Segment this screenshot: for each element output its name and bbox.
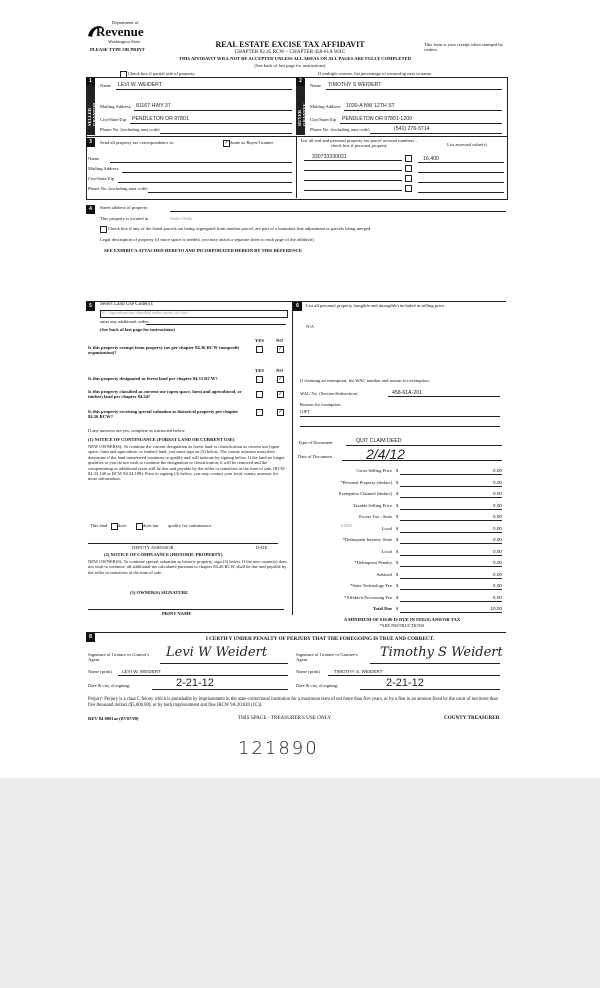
tax-row-label: Local: [381, 548, 392, 554]
exempt-yes-checkbox[interactable]: [256, 346, 263, 353]
historic-no-checkbox[interactable]: ✓: [278, 410, 283, 415]
grantee-sig-label: Signature of Grantee or Grantee's Agent: [296, 652, 358, 663]
scan-background: [0, 778, 600, 988]
tax-row-currency: $: [396, 468, 399, 473]
parcel-number-1[interactable]: 330733330031: [312, 154, 347, 160]
logo-main: Revenue: [96, 24, 144, 39]
tax-row-currency: $: [396, 525, 399, 531]
seller-city-value[interactable]: PENDLETON OR 97801: [132, 116, 189, 122]
tax-row-label: Taxable Selling Price: [352, 502, 392, 508]
located-in-label: This property is located in: [100, 216, 149, 221]
assessed-header: List assessed value(s): [447, 142, 487, 147]
tax-row-line: [400, 589, 502, 590]
wac-label: WAC No. (Section/Subsection): [300, 391, 358, 396]
correspondence-label: Send all property tax correspondence to:: [100, 140, 175, 145]
exempt-question: Is this property exempt from property tax per chapter 84.36 RCW (nonprofit organization)?: [88, 345, 239, 356]
tax-row-label: *Delinquent Penalty: [354, 560, 392, 565]
land-use-code-value: 91 - Agriculture (not classified under current use law): [102, 310, 188, 315]
print-name-label: PRINT NAME: [162, 611, 192, 616]
multiple-owners-label: If multiple owners, list percentage of ownership next to name.: [318, 71, 433, 76]
buyer-city-label: City/State/Zip: [310, 117, 337, 122]
tax-row-label: Exemption Claimed (deduct): [338, 491, 392, 496]
tax-row-label: Subtotal: [376, 571, 392, 577]
tax-row-value[interactable]: 5.00: [493, 583, 502, 588]
tax-row-value[interactable]: 0.00: [493, 468, 502, 473]
doc-date-label: Date of Document: [298, 454, 332, 459]
deputy-date-label: DATE: [256, 545, 268, 550]
section-8-marker: 8: [86, 633, 95, 642]
parcel-4-personal-checkbox[interactable]: [405, 185, 412, 192]
yes-header-1: YES: [255, 338, 264, 343]
seller-mailing-label: Mailing Address: [100, 104, 131, 109]
legal-description-label: Legal description of property (if more space is needed, you may attach a separate sheet to each page of the affidavit): [100, 237, 314, 242]
tax-row-label: Gross Selling Price: [356, 468, 392, 473]
tax-row-value[interactable]: 0.00: [493, 479, 502, 485]
wac-value[interactable]: 458-61A-201: [392, 390, 422, 396]
forest-no-checkbox[interactable]: ✓: [278, 377, 283, 382]
section-2-marker: 2: [296, 77, 305, 86]
see-back: (See back of last page for instructions): [254, 63, 326, 68]
section-1-marker: 1: [86, 77, 95, 86]
doc-type-value[interactable]: QUIT CLAIM DEED: [356, 438, 402, 444]
notice-compliance-title: (2) NOTICE OF COMPLIANCE (HISTORIC PROPERTY): [104, 552, 223, 557]
see-instructions: *SEE INSTRUCTIONS: [379, 623, 425, 628]
segregated-label: Check box if any of the listed parcels are being segregated from another parcel, are part of a boundary line adjustment or parcels being merged.: [108, 226, 372, 231]
seller-name-label: Name: [100, 83, 111, 88]
land-use-see-back: (See back of last page for instructions): [100, 327, 175, 332]
tax-row-currency: $: [396, 514, 399, 519]
treasurer-use: THIS SPACE - TREASURER'S USE ONLY: [238, 715, 332, 721]
located-in-value[interactable]: Walla Walla: [170, 216, 193, 221]
this-land-label: This land: [90, 523, 108, 528]
tax-row-label: *Delinquent Interest: State: [342, 537, 392, 542]
street-address-label: Street address of property:: [100, 205, 149, 210]
tax-row-line: [400, 509, 502, 510]
tax-row-label: Local: [381, 525, 392, 531]
buyer-phone-value[interactable]: (541) 276-3714: [394, 126, 430, 132]
tax-row-line: [400, 520, 502, 521]
same-as-buyer-checkbox[interactable]: ✓: [224, 141, 229, 146]
parcel-1-personal-checkbox[interactable]: [405, 155, 412, 162]
tax-row-value[interactable]: 0.00: [493, 491, 502, 496]
yes-header-2: YES: [255, 368, 264, 373]
certify-text: I CERTIFY UNDER PENALTY OF PERJURY THAT THE FOREGOING IS TRUE AND CORRECT.: [205, 636, 435, 642]
assessed-value-1[interactable]: 16,400: [423, 156, 439, 162]
current-use-no-checkbox[interactable]: ✓: [278, 392, 283, 397]
parcels-header: List all real and personal property tax parcel account numbers – check box if personal property: [300, 138, 418, 149]
tax-row-value[interactable]: 0.00: [493, 525, 502, 531]
section-5-marker: 5: [86, 302, 95, 311]
tax-row-label: *State Technology Fee: [350, 583, 392, 588]
current-use-question: Is this property classified as current use (open space, farm and agricultural, or timber) land per chapter 84.34?: [88, 389, 242, 400]
tax-row-value[interactable]: 0.00: [493, 537, 502, 542]
tax-row-currency: $: [396, 594, 399, 600]
tax-row-label: Excise Tax : State: [359, 514, 392, 519]
tax-row-value[interactable]: 0.00: [493, 548, 502, 554]
partial-sale-label: Check box if partial sale of property: [128, 71, 195, 76]
buyer-mailing-label: Mailing Address: [310, 104, 341, 109]
tax-row-value[interactable]: 0.00: [493, 560, 502, 565]
receipt-note: This form is your receipt when stamped by cashier.: [424, 42, 503, 53]
rev-number: REV 84 0001ae (07/07/09): [88, 716, 139, 721]
reason-label: Reason for exemption: [300, 402, 341, 407]
buyer-name-value[interactable]: TIMOTHY S WEIDERT: [328, 82, 382, 88]
tax-row-currency: $: [396, 571, 399, 577]
seller-mailing-value[interactable]: 81167 HWY 37: [136, 103, 171, 109]
excise-rate-value: 0.0025: [341, 523, 352, 528]
personal-property-label: List all personal property (tangible and intangible) included in selling price.: [306, 303, 446, 308]
tax-row-line: [400, 543, 502, 544]
perjury-notice: Perjury: Perjury is a class C felony which is punishable by imprisonment in the state correctional institution for a maximum term of not more than five years, or by a fine in an amount fixed by the court of not more than five thousand dollars ($5,000.00), or by both imprisonment and fine (RCW 9A.20.020 (1C)).: [88, 697, 498, 708]
parcel-2-personal-checkbox[interactable]: [405, 165, 412, 172]
tax-row-label: *Personal Property (deduct): [340, 479, 392, 485]
tax-row-value[interactable]: 10.00: [490, 606, 502, 611]
buyer-side-label: BUYER GRANTEE: [297, 103, 307, 126]
tax-row-value[interactable]: 5.00: [493, 594, 502, 600]
buyer-phone-label: Phone No. (including area code): [310, 127, 370, 132]
grantor-date-value[interactable]: 2-21-12: [176, 677, 214, 689]
seller-phone-label: Phone No. (including area code): [100, 127, 160, 132]
buyer-name-label: Name: [310, 83, 321, 88]
tax-row-value[interactable]: 0.00: [493, 571, 502, 577]
tax-row-line: [400, 601, 502, 602]
doc-date-value[interactable]: 2/4/12: [366, 446, 405, 462]
corr-phone-label: Phone No. (including area code): [88, 186, 148, 191]
tax-row-line: [400, 532, 502, 533]
logo-top: Department of: [112, 20, 139, 25]
if-any-yes: If any answers are yes, complete as instructed below.: [88, 428, 186, 433]
tax-row-currency: $: [396, 560, 399, 565]
notice-continuance-body: NEW OWNER(S): To continue the current designation as forest land or classification as current use (open space, farm and agriculture, or timber) land, you must sign on (3) below. The county assessor must then determine if the land transferred continues to qualify and will indicate by signing below. If the land no longer qualifies or you do not wish to continue the designation or classification, it will be removed and the compensating or additional taxes will be due and payable by the seller or transferor at the time of sale. (RCW 84.33.140 or RCW 84.34.108). Prior to signing (3) below, you may contact your local county assessor for more information.: [88, 444, 285, 482]
forest-question: Is this property designated as forest land per chapter 84.33 RCW?: [88, 376, 218, 381]
grantor-name-value[interactable]: LEVI W. WEIDERT: [122, 669, 161, 674]
does-not-checkbox[interactable]: [136, 523, 143, 530]
notice-continuance-title: (1) NOTICE OF CONTINUANCE (FOREST LAND OR CURRENT USE): [88, 437, 235, 442]
handwritten-number: 121890: [238, 738, 319, 759]
owner-signature-label: (3) OWNER(S) SIGNATURE: [130, 590, 189, 595]
tax-row-value[interactable]: 0.00: [493, 514, 502, 519]
grantee-date-label: Date & city of signing:: [296, 683, 339, 688]
land-use-label: Select Land Use Code(s):: [100, 301, 154, 307]
corr-city-label: City/State/Zip: [88, 176, 115, 181]
seller-side-label: SELLER GRANTOR: [87, 102, 97, 126]
buyer-city-value[interactable]: PENDLETON OR 97801-1200: [342, 116, 412, 122]
corr-mailing-label: Mailing Address: [88, 166, 119, 171]
section-3-marker: 3: [86, 138, 95, 147]
additional-codes-label: enter any additional codes:: [100, 319, 150, 324]
parcel-3-personal-checkbox[interactable]: [405, 175, 412, 182]
does-label: does: [118, 523, 127, 528]
form-title: REAL ESTATE EXCISE TAX AFFIDAVIT: [215, 40, 365, 49]
tax-row-currency: $: [396, 583, 399, 588]
historic-yes-checkbox[interactable]: [256, 409, 263, 416]
tax-row-currency: $: [396, 606, 399, 611]
exempt-no-checkbox[interactable]: ✓: [278, 347, 283, 352]
tax-row-currency: $: [396, 491, 399, 496]
logo-sub: Washington State: [108, 39, 141, 44]
tax-row-value[interactable]: 0.00: [493, 502, 502, 508]
section-4-marker: 4: [86, 205, 95, 214]
grantee-name-value[interactable]: TIMOTHY S. WEIDERT: [334, 669, 383, 674]
revenue-logo: [86, 20, 156, 46]
section-6-marker: 6: [293, 302, 302, 311]
corr-name-label: Name: [88, 156, 99, 161]
grantee-signature[interactable]: Timothy S Weidert: [380, 645, 503, 660]
qualify-label: qualify for continuance.: [168, 523, 213, 528]
seller-city-label: City/State/Zip: [100, 117, 127, 122]
deputy-assessor-label: DEPUTY ASSESSOR: [132, 545, 174, 550]
grantee-name-label: Name (print): [296, 669, 320, 674]
forest-yes-checkbox[interactable]: [256, 376, 263, 383]
form-chapter: CHAPTER 82.45 RCW – CHAPTER 458-61A WAC: [234, 49, 346, 55]
doc-type-label: Type of Document: [298, 440, 333, 445]
does-checkbox[interactable]: [111, 523, 118, 530]
exhibit-reference: SEE EXHIBIT A ATTACHED HERETO AND INCORPORATED HEREIN BY THIS REFERENCE: [104, 248, 302, 253]
tax-row-line: [400, 612, 502, 613]
tax-row-currency: $: [396, 548, 399, 554]
tax-row-line: [400, 555, 502, 556]
tax-row-currency: $: [396, 502, 399, 508]
tax-row-line: [400, 497, 502, 498]
exemption-label: If claiming an exemption, list WAC number and reason for exemption:: [300, 378, 430, 383]
notice-compliance-body: NEW OWNER(S): To continue special valuation as historic property, sign (3) below. If the new owner(s) does not wish to continue, all additional tax calculated pursuant to chapter 84.26 RCW, shall be due and payable by the seller or transferor at the time of sale.: [88, 559, 287, 575]
grantor-name-label: Name (print): [88, 669, 112, 674]
seller-name-value[interactable]: LEVI W. WEIDERT: [118, 82, 163, 88]
does-not-label: does not: [143, 523, 159, 528]
tax-row-label: *Affidavit Processing Fee: [344, 594, 392, 600]
segregated-checkbox[interactable]: [100, 226, 107, 233]
grantor-date-label: Date & city of signing:: [88, 683, 131, 688]
minimum-due: A MINIMUM OF $10.00 IS DUE IN FEE(S) AND/OR TAX: [343, 617, 461, 622]
tax-row-line: [400, 578, 502, 579]
reason-value[interactable]: GIFT: [300, 409, 311, 414]
tax-row-line: [400, 566, 502, 567]
please-type: PLEASE TYPE OR PRINT: [90, 47, 145, 52]
tax-row-currency: $: [396, 479, 399, 485]
form-warning: THIS AFFIDAVIT WILL NOT BE ACCEPTED UNLESS ALL AREAS ON ALL PAGES ARE FULLY COMPLETED: [179, 56, 411, 61]
historic-question: Is this property receiving special valuation as historical property per chapter 84.26 RCW?: [88, 409, 239, 420]
county-treasurer: COUNTY TREASURER: [444, 715, 500, 721]
tax-row-line: [400, 486, 502, 487]
tax-row-line: [400, 474, 502, 475]
same-as-buyer-label: Same as Buyer/Grantee: [230, 140, 274, 145]
tax-row-currency: $: [396, 537, 399, 542]
grantor-signature[interactable]: Levi W Weidert: [166, 645, 268, 660]
no-header-2: NO: [276, 368, 283, 373]
personal-property-value[interactable]: N/A: [306, 324, 314, 329]
tax-row-label: Total Due: [372, 606, 392, 611]
grantee-date-value[interactable]: 2-21-12: [386, 677, 424, 689]
grantor-sig-label: Signature of Grantor or Grantor's Agent: [88, 652, 150, 663]
current-use-yes-checkbox[interactable]: [256, 391, 263, 398]
buyer-mailing-value[interactable]: 1030-A NW 12TH ST: [346, 103, 395, 109]
no-header-1: NO: [276, 338, 283, 343]
